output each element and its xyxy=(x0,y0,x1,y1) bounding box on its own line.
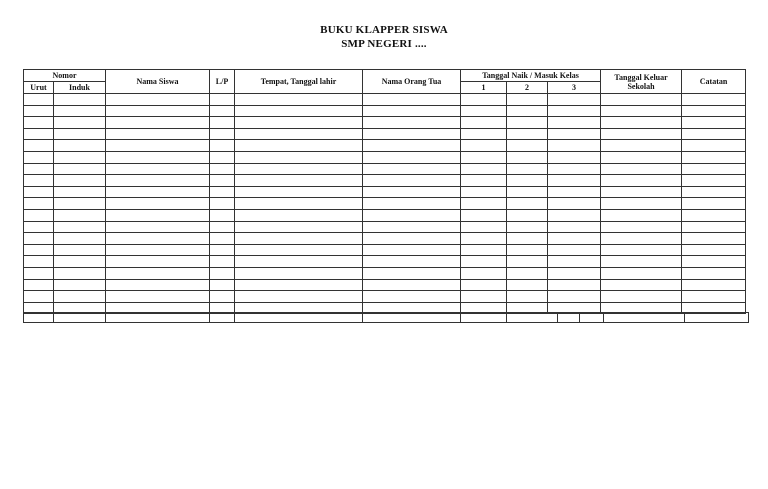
table-cell xyxy=(24,233,54,245)
table-cell xyxy=(461,256,507,268)
table-cell xyxy=(235,140,363,152)
table-row xyxy=(24,128,746,140)
table-cell xyxy=(106,244,210,256)
table-cell xyxy=(363,233,461,245)
table-cell xyxy=(210,291,235,303)
table-row xyxy=(24,186,746,198)
table-cell xyxy=(54,256,106,268)
table-cell xyxy=(24,151,54,163)
table-cell xyxy=(210,198,235,210)
table-cell xyxy=(24,186,54,198)
table-cell xyxy=(461,209,507,221)
header-tanggal-keluar: Tanggal Keluar Sekolah xyxy=(601,70,682,94)
table-cell xyxy=(24,198,54,210)
table-cell xyxy=(24,128,54,140)
table-cell xyxy=(461,151,507,163)
table-cell xyxy=(682,267,746,279)
table-cell xyxy=(507,198,548,210)
table-cell xyxy=(682,105,746,117)
table-cell xyxy=(210,209,235,221)
table-cell xyxy=(106,94,210,106)
table-row xyxy=(24,291,746,303)
table-cell xyxy=(235,244,363,256)
table-row xyxy=(24,198,746,210)
table-row xyxy=(24,244,746,256)
table-cell xyxy=(548,198,601,210)
table-body xyxy=(24,94,746,314)
table-cell xyxy=(601,163,682,175)
table-cell xyxy=(548,175,601,187)
table-cell xyxy=(461,267,507,279)
table-cell xyxy=(235,105,363,117)
table-cell xyxy=(24,279,54,291)
table-cell xyxy=(106,221,210,233)
table-cell xyxy=(461,94,507,106)
table-cell xyxy=(461,140,507,152)
table-row xyxy=(24,233,746,245)
table-cell xyxy=(548,267,601,279)
table-row xyxy=(24,267,746,279)
table-cell xyxy=(235,186,363,198)
header-tanggal-naik: Tanggal Naik / Masuk Kelas xyxy=(461,70,601,82)
tail-cell xyxy=(557,312,580,323)
table-cell xyxy=(24,267,54,279)
table-cell xyxy=(210,151,235,163)
table-cell xyxy=(24,175,54,187)
table-cell xyxy=(106,163,210,175)
table-cell xyxy=(363,209,461,221)
table-cell xyxy=(548,151,601,163)
table-cell xyxy=(235,128,363,140)
table-cell xyxy=(601,140,682,152)
table-cell xyxy=(54,221,106,233)
table-row xyxy=(24,221,746,233)
table-cell xyxy=(682,291,746,303)
table-cell xyxy=(363,279,461,291)
table-row xyxy=(24,151,746,163)
table-cell xyxy=(601,209,682,221)
table-cell xyxy=(461,221,507,233)
table-cell xyxy=(682,221,746,233)
table-cell xyxy=(682,151,746,163)
table-cell xyxy=(363,198,461,210)
table-row xyxy=(24,105,746,117)
table-cell xyxy=(507,140,548,152)
table-cell xyxy=(363,151,461,163)
table-row xyxy=(24,279,746,291)
table-cell xyxy=(24,163,54,175)
table-cell xyxy=(210,163,235,175)
header-kelas-2: 2 xyxy=(507,82,548,94)
table-cell xyxy=(548,291,601,303)
table-cell xyxy=(461,198,507,210)
table-row xyxy=(24,163,746,175)
table-cell xyxy=(106,117,210,129)
table-cell xyxy=(363,291,461,303)
table-cell xyxy=(548,279,601,291)
table-row xyxy=(24,256,746,268)
table-cell xyxy=(106,209,210,221)
table-cell xyxy=(601,151,682,163)
table-cell xyxy=(601,233,682,245)
tail-cell xyxy=(53,312,106,323)
table-cell xyxy=(507,163,548,175)
table-cell xyxy=(363,94,461,106)
table-cell xyxy=(24,244,54,256)
table-cell xyxy=(24,94,54,106)
table-cell xyxy=(461,105,507,117)
table-cell xyxy=(507,244,548,256)
table-cell xyxy=(507,186,548,198)
table-cell xyxy=(507,175,548,187)
table-cell xyxy=(601,279,682,291)
table-cell xyxy=(54,233,106,245)
table-cell xyxy=(682,279,746,291)
table-cell xyxy=(54,267,106,279)
header-nama-siswa: Nama Siswa xyxy=(106,70,210,94)
header-lp: L/P xyxy=(210,70,235,94)
table-cell xyxy=(507,279,548,291)
table-cell xyxy=(106,233,210,245)
table-cell xyxy=(235,94,363,106)
table-row xyxy=(24,209,746,221)
header-tempat-tanggal-lahir: Tempat, Tanggal lahir xyxy=(235,70,363,94)
table-cell xyxy=(682,128,746,140)
table-cell xyxy=(106,279,210,291)
tail-cell xyxy=(209,312,235,323)
table-cell xyxy=(106,105,210,117)
table-cell xyxy=(54,94,106,106)
table-cell xyxy=(24,117,54,129)
table-cell xyxy=(601,105,682,117)
table-cell xyxy=(363,256,461,268)
table-cell xyxy=(461,186,507,198)
table-cell xyxy=(682,186,746,198)
table-cell xyxy=(507,221,548,233)
table-cell xyxy=(54,279,106,291)
table-cell xyxy=(363,267,461,279)
table-cell xyxy=(106,140,210,152)
table-cell xyxy=(507,151,548,163)
table-cell xyxy=(548,244,601,256)
table-cell xyxy=(461,128,507,140)
table-cell xyxy=(548,128,601,140)
table-cell xyxy=(601,221,682,233)
table-cell xyxy=(507,267,548,279)
table-cell xyxy=(210,105,235,117)
tail-cell xyxy=(579,312,604,323)
table-cell xyxy=(601,186,682,198)
table-cell xyxy=(54,151,106,163)
table-cell xyxy=(54,140,106,152)
table-cell xyxy=(363,163,461,175)
table-cell xyxy=(461,279,507,291)
table-cell xyxy=(106,151,210,163)
table-cell xyxy=(210,244,235,256)
table-cell xyxy=(235,279,363,291)
table-cell xyxy=(24,291,54,303)
table-cell xyxy=(548,94,601,106)
table-cell xyxy=(54,186,106,198)
table-cell xyxy=(461,233,507,245)
table-cell xyxy=(507,256,548,268)
table-cell xyxy=(210,221,235,233)
table-cell xyxy=(363,128,461,140)
table-cell xyxy=(235,233,363,245)
table-cell xyxy=(601,267,682,279)
table-cell xyxy=(461,244,507,256)
table-cell xyxy=(682,175,746,187)
table-cell xyxy=(682,256,746,268)
table-cell xyxy=(210,279,235,291)
klapper-table xyxy=(23,69,746,314)
table-row xyxy=(24,175,746,187)
table-cell xyxy=(507,233,548,245)
table-cell xyxy=(682,198,746,210)
table-cell xyxy=(363,140,461,152)
table-cell xyxy=(235,151,363,163)
table-cell xyxy=(363,117,461,129)
table-cell xyxy=(548,256,601,268)
table-cell xyxy=(601,94,682,106)
table-cell xyxy=(601,128,682,140)
table-cell xyxy=(54,244,106,256)
table-cell xyxy=(601,175,682,187)
table-cell xyxy=(548,140,601,152)
table-cell xyxy=(461,291,507,303)
table-cell xyxy=(54,105,106,117)
table-cell xyxy=(106,198,210,210)
table-cell xyxy=(601,117,682,129)
table-cell xyxy=(363,221,461,233)
table-cell xyxy=(363,175,461,187)
table-cell xyxy=(210,186,235,198)
table-row xyxy=(24,117,746,129)
table-cell xyxy=(54,175,106,187)
table-cell xyxy=(24,256,54,268)
table-cell xyxy=(210,175,235,187)
table-cell xyxy=(601,244,682,256)
header-induk: Induk xyxy=(54,82,106,94)
table-cell xyxy=(54,209,106,221)
document-subtitle: SMP NEGERI .... xyxy=(341,38,427,50)
table-cell xyxy=(548,221,601,233)
table-row xyxy=(24,140,746,152)
table-cell xyxy=(461,175,507,187)
table-cell xyxy=(210,233,235,245)
tail-cell xyxy=(105,312,210,323)
table-cell xyxy=(601,198,682,210)
tail-cell xyxy=(460,312,507,323)
table-cell xyxy=(548,163,601,175)
table-cell xyxy=(210,94,235,106)
header-catatan: Catatan xyxy=(682,70,746,94)
table-cell xyxy=(54,198,106,210)
table-cell xyxy=(106,256,210,268)
table-cell xyxy=(548,117,601,129)
table-cell xyxy=(106,128,210,140)
table-cell xyxy=(363,186,461,198)
table-cell xyxy=(682,163,746,175)
table-cell xyxy=(507,94,548,106)
table-cell xyxy=(54,291,106,303)
table-cell xyxy=(507,128,548,140)
table-cell xyxy=(54,163,106,175)
table-cell xyxy=(24,140,54,152)
header-nama-orang-tua: Nama Orang Tua xyxy=(363,70,461,94)
tail-cell xyxy=(23,312,54,323)
header-kelas-1: 1 xyxy=(461,82,507,94)
table-cell xyxy=(507,209,548,221)
table-cell xyxy=(363,105,461,117)
table-cell xyxy=(682,233,746,245)
table-cell xyxy=(106,175,210,187)
header-urut: Urut xyxy=(24,82,54,94)
table-cell xyxy=(682,140,746,152)
tail-cell xyxy=(603,312,685,323)
table-cell xyxy=(461,117,507,129)
table-cell xyxy=(235,256,363,268)
table-cell xyxy=(54,128,106,140)
table-cell xyxy=(461,163,507,175)
table-cell xyxy=(548,233,601,245)
table-cell xyxy=(235,163,363,175)
table-cell xyxy=(210,256,235,268)
table-cell xyxy=(235,221,363,233)
table-cell xyxy=(507,105,548,117)
table-cell xyxy=(682,244,746,256)
table-cell xyxy=(363,244,461,256)
document-title: BUKU KLAPPER SISWA xyxy=(320,24,448,36)
tail-cell xyxy=(362,312,461,323)
table-cell xyxy=(548,186,601,198)
tail-cell xyxy=(506,312,558,323)
table-cell xyxy=(682,117,746,129)
tail-cell xyxy=(684,312,749,323)
header-kelas-3: 3 xyxy=(548,82,601,94)
table-cell xyxy=(601,256,682,268)
table-cell xyxy=(235,209,363,221)
table-cell xyxy=(507,291,548,303)
header-nomor: Nomor xyxy=(24,70,106,82)
table-cell xyxy=(210,128,235,140)
table-cell xyxy=(682,94,746,106)
table-cell xyxy=(106,291,210,303)
table-cell xyxy=(235,117,363,129)
table-cell xyxy=(210,140,235,152)
table-cell xyxy=(24,209,54,221)
table-cell xyxy=(507,117,548,129)
table-cell xyxy=(235,267,363,279)
table-cell xyxy=(548,105,601,117)
table-cell xyxy=(106,186,210,198)
table-cell xyxy=(24,105,54,117)
table-cell xyxy=(210,117,235,129)
table-cell xyxy=(235,291,363,303)
table-cell xyxy=(54,117,106,129)
table-cell xyxy=(548,209,601,221)
table-cell xyxy=(106,267,210,279)
table-cell xyxy=(235,198,363,210)
table-cell xyxy=(24,221,54,233)
tail-cell xyxy=(234,312,363,323)
table-row xyxy=(24,94,746,106)
table-cell xyxy=(235,175,363,187)
table-cell xyxy=(682,209,746,221)
table-cell xyxy=(601,291,682,303)
table-cell xyxy=(210,267,235,279)
